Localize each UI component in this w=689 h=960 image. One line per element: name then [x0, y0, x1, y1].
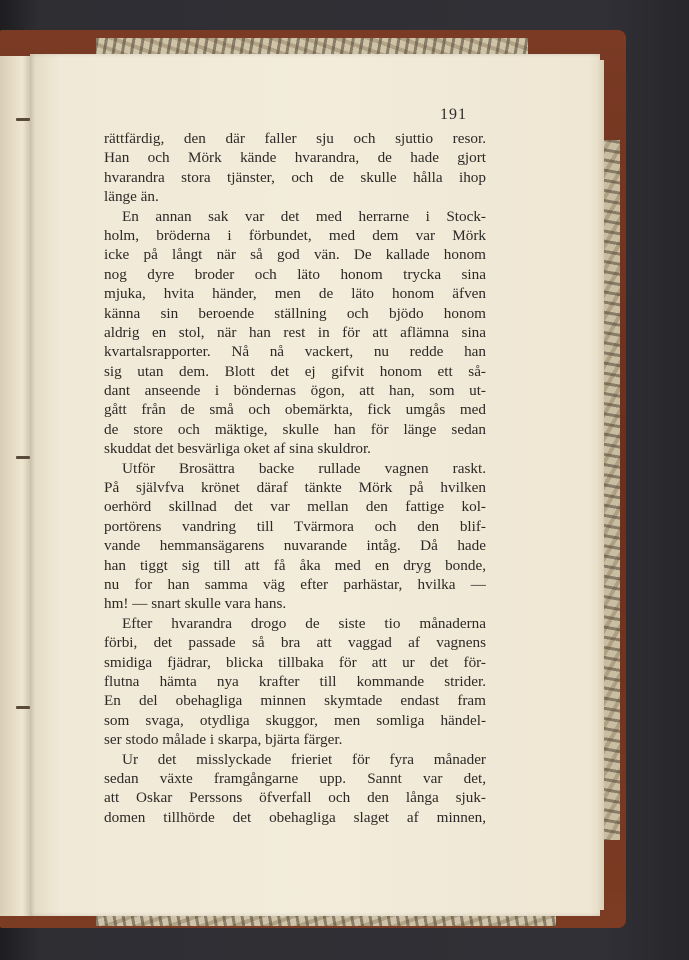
text-line: gått från de små och obemärkta, fick umgås med [104, 401, 486, 419]
text-line: En annan sak var det med herrarne i Stock- [122, 207, 486, 225]
text-line: rättfärdig, den där faller sju och sjuttio resor. [104, 130, 486, 147]
text-line: skuddat det besvärliga oket af sina skuldror. [104, 440, 371, 458]
text-line: domen tillhörde det obehagliga slaget af minnen, [104, 808, 486, 826]
text-line: de store och mäktige, skulle han för länge sedan [104, 420, 486, 438]
text-line: kvartalsrapporter. Nå nå vackert, nu redde han [104, 343, 486, 361]
binding-thread [16, 706, 30, 709]
text-line: nog dyre broder och läto honom trycka sina [104, 265, 486, 283]
text-line: aldrig en stol, när han rest in för att aflämna sina [104, 323, 486, 341]
text-line: dant anseende i böndernas ögon, att han, som ut- [104, 382, 486, 400]
text-line: han tiggt sig till att få åka med en dryg bonde, [104, 556, 486, 574]
text-line: mjuka, hvita händer, men de läto honom äfven [104, 285, 486, 303]
text-line: nu for han samma väg efter parhästar, hvilka — [104, 575, 486, 593]
left-page-edge [0, 56, 32, 916]
text-line: länge än. [104, 188, 159, 206]
text-line: känna sin beroende ställning och bjödo honom [104, 304, 486, 322]
text-line: Efter hvarandra drogo de siste tio månaderna [122, 614, 486, 632]
text-line: En del obehagliga minnen skymtade endast fram [104, 692, 486, 710]
page-number: 191 [440, 106, 467, 123]
text-line: holm, bröderna i förbundet, med dem var Mörk [104, 226, 486, 244]
text-line: hvarandra stora tjänster, och de skulle hålla ihop [104, 168, 486, 186]
text-line: Ur det misslyckade frieriet för fyra månader [122, 750, 486, 768]
text-line: hm! — snart skulle vara hans. [104, 595, 287, 613]
binding-thread [16, 456, 30, 459]
text-line: som svaga, otydliga skuggor, men somliga händel- [104, 711, 486, 729]
text-line: ser stodo målade i skarpa, bjärta färger. [104, 731, 343, 749]
text-line: flutna hämta nya krafter till kommande strider. [104, 672, 486, 690]
binding-thread [16, 118, 30, 121]
text-line: vande hemmansägarens nuvarande intåg. Då hade [104, 537, 486, 555]
text-line: smidiga fjädrar, blicka tillbaka för att ur det för- [104, 653, 486, 671]
text-line: Han och Mörk kände hvarandra, de hade gjort [104, 149, 486, 167]
text-line: oerhörd skillnad det var mellan den fattige kol- [104, 498, 486, 516]
text-line: icke på långt när så god vän. De kallade honom [104, 246, 486, 264]
text-line: sig utan dem. Blott det ej gifvit honom ett så- [104, 362, 486, 380]
body-text [104, 129, 486, 827]
text-line: På självfva krönet däraf tänkte Mörk på hvilken [104, 479, 486, 497]
text-line: sedan växte framgångarne upp. Sannt var det, [104, 769, 486, 787]
text-line: förbi, det passade så bra att vaggad af vagnens [104, 634, 486, 652]
text-line: att Oskar Perssons öfverfall och den långa sjuk- [104, 789, 486, 807]
text-line: portörens vandring till Tvärmora och den blif- [104, 517, 486, 535]
text-line: Utför Brosättra backe rullade vagnen raskt. [122, 459, 486, 477]
